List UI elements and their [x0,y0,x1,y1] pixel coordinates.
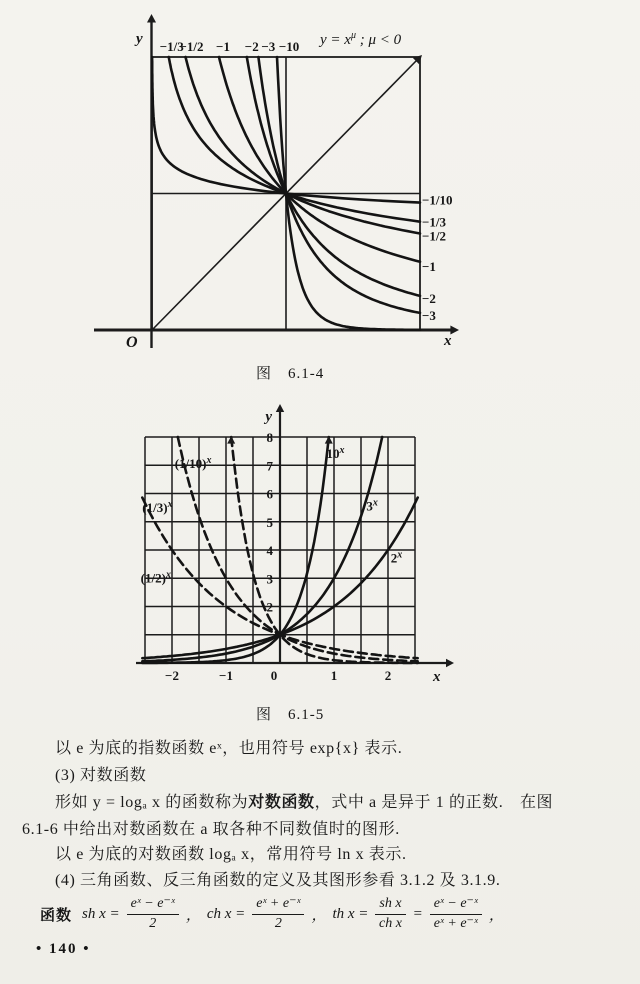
log-def-pre: 形如 y = logₐ x 的函数称为 [55,794,249,811]
th-definition: th x = [332,905,369,922]
equals-sign: = [412,905,423,922]
curve-label-10: 10$^x$ [326,445,345,462]
right-label-−2: −2 [422,290,436,306]
right-label-−1/10: −1/10 [422,192,453,208]
x-axis-arrow [446,659,454,667]
y-axis-label: y [136,31,143,47]
y-tick-2: 2 [266,599,273,615]
x-axis-label: x [444,333,452,349]
x-axis-arrow [450,326,459,335]
top-label-−3: −3 [261,39,276,54]
fraction-th-expanded: $\frac{\text{eˣ − e⁻ˣ}}{\text{eˣ + e⁻ˣ}}$ [430,896,482,932]
trailing-comma: ， [488,907,504,924]
right-label-−3: −3 [422,307,436,323]
para-item-3-heading: (3) 对数函数 [55,767,147,784]
top-label-−1: −1 [216,39,230,54]
top-label-−2: −2 [244,39,259,54]
figure-6-1-4-caption: 图 6.1-4 [256,366,325,382]
y-tick-8: 8 [266,430,273,445]
log-def-bold-term: 对数函数 [248,794,315,811]
y-tick-6: 6 [266,486,273,502]
para-log-definition [55,789,553,812]
top-label-−10: −10 [278,39,300,54]
diagonal-y-equals-x [152,60,417,330]
y-tick-3: 3 [266,571,273,587]
y-axis-label: y [265,409,272,425]
y-axis-arrow [276,404,284,412]
para-exponential-e: 以 e 为底的指数函数 eˣ，也用符号 exp{x} 表示. [55,740,403,757]
curve-label-2: 2$^x$ [390,549,403,566]
y-tick-4: 4 [266,543,273,558]
x-tick-1: 1 [330,668,338,683]
separator-2: ， [311,907,327,924]
x-tick-−2: −2 [165,668,179,683]
x-tick-−1: −1 [219,668,233,683]
curve-label-(1/2): $(1/2)^x$ [140,569,171,586]
y-axis-arrow [147,14,156,23]
para-natural-log: 以 e 为底的对数函数 logₐ x，常用符号 ln x 表示. [55,846,407,863]
x-tick-2: 2 [384,668,392,683]
log-def-post: ，式中 a 是异于 1 的正数. 在图 [314,794,554,811]
figure-6-1-5-plot [0,392,640,704]
page-number: • 140 • [36,941,91,957]
formula-lead: 函数 [40,907,73,924]
figure-title: $y = x^\mu$ ; μ < 0 [320,30,402,48]
sh-definition: sh x = [82,905,120,922]
x-axis-label: x [433,669,441,685]
y-tick-7: 7 [266,458,273,474]
fraction-th-ratio: $\frac{\text{sh x}}{\text{ch x}}$ [375,896,405,932]
right-label-−1: −1 [422,258,436,274]
fraction-ch: $\frac{\text{eˣ + e⁻ˣ}}{2}$ [252,896,304,932]
curve-x-pow--2 [247,57,420,296]
origin-label: O [126,334,138,351]
right-label-−1/3: −1/3 [422,214,447,230]
fraction-sh: $\frac{\text{eˣ − e⁻ˣ}}{2}$ [127,896,179,932]
x-tick-0: 0 [270,668,278,683]
top-label-−1/2: −1/2 [179,39,204,54]
figure-6-1-4-plot [0,0,640,392]
curve-label-(1/10): $(1/10)^x$ [174,455,212,472]
para-log-figures-ref: 6.1-6 中给出对数函数在 a 取各种不同数值时的图形. [22,821,400,838]
para-item-4-trig: (4) 三角函数、反三角函数的定义及其图形参看 3.1.2 及 3.1.9. [55,872,501,889]
curve-label-3: 3$^x$ [366,497,378,514]
right-label-−1/2: −1/2 [422,228,447,244]
curve-label-(1/3): $(1/3)^x$ [142,498,173,515]
figure-6-1-5-caption: 图 6.1-5 [256,707,325,723]
separator-1: ， [185,907,201,924]
para-hyperbolic-functions [40,891,507,937]
curve-x-pow--3 [258,57,420,313]
y-tick-5: 5 [266,514,273,530]
ch-definition: ch x = [206,905,246,922]
top-label-−1/3: −1/3 [159,39,184,54]
